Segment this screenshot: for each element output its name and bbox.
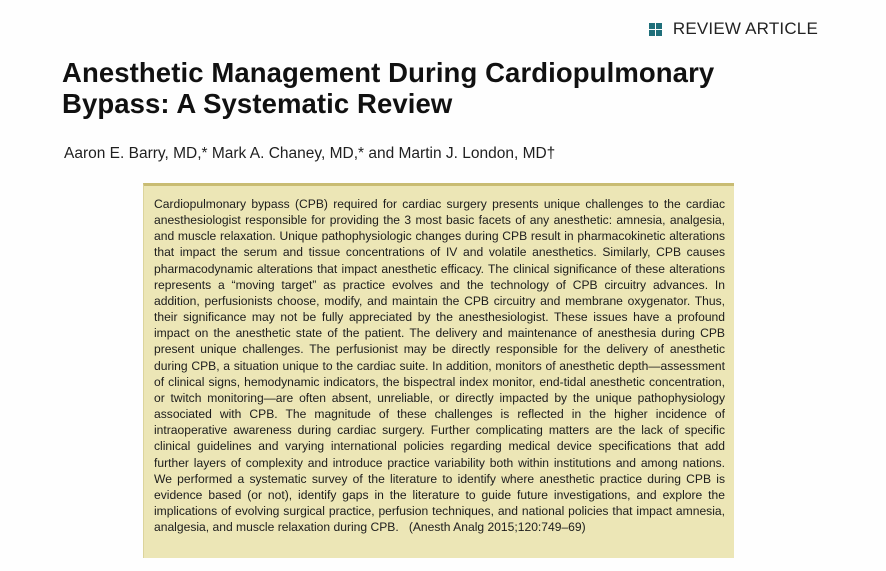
section-label: REVIEW ARTICLE — [672, 19, 818, 38]
abstract-text: Cardiopulmonary bypass (CPB) required for cardiac surgery presents unique challenges to the cardiac anesthesiologist responsible for providing the 3 most basic facets of any anesthetic: amnesia, analgesia, and muscle relaxation. Unique pathophysiologic changes during CPB result in pharmacokinetic alterations that impact the serum and tissue concentrations of IV and volatile anesthetics. Similarly, CPB causes pharmacodynamic alterations that impact anesthetic efficacy. The clinical significance of these alterations represents a “moving target” as practice evolves and the technology of CPB circuitry advances. In addition, perfusionists choose, modify, and maintain the CPB circuitry and membrane oxygenator. Thus, their significance may not be fully appreciated by the anesthesiologist. These issues have a profound impact on the anesthetic state of the patient. The delivery and maintenance of anesthesia during CPB present unique challenges. The perfusionist may be directly responsible for the delivery of anesthetic during CPB, a situation unique to the cardiac suite. In addition, monitors of anesthetic depth—assessment of clinical signs, hemodynamic indicators, the bispectral index monitor, end-tidal anesthetic concentration, or twitch monitoring—are often absent, unreliable, or directly impacted by the unique pathophysiology associated with CPB. The magnitude of these challenges is reflected in the higher incidence of intraoperative awareness during cardiac surgery. Further complicating matters are the lack of specific clinical guidelines and varying international policies regarding medical device specifications that add further layers of complexity and introduce practice variability both within institutions and among nations. We performed a systematic survey of the literature to identify where anesthetic practice during CPB is evidence based (or not), identify gaps in the literature to guide future investigations, and explore the implications of evolving surgical practice, perfusion techniques, and national policies that impact amnesia, analgesia, and muscle relaxation during CPB. — [154, 197, 725, 535]
section-tag — [649, 19, 818, 39]
author-list: Aaron E. Barry, MD,* Mark A. Chaney, MD,* and Martin J. London, MD† — [64, 145, 556, 162]
article-title — [62, 57, 802, 119]
article-title-line-2: Bypass: A Systematic Review — [62, 88, 453, 119]
article-title-line-1: Anesthetic Management During Cardiopulmonary — [62, 57, 715, 88]
abstract-paragraph — [154, 196, 725, 535]
abstract-box — [143, 183, 734, 558]
journal-citation: (Anesth Analg 2015;120:749–69) — [408, 520, 586, 535]
square-grid-icon — [649, 23, 662, 36]
